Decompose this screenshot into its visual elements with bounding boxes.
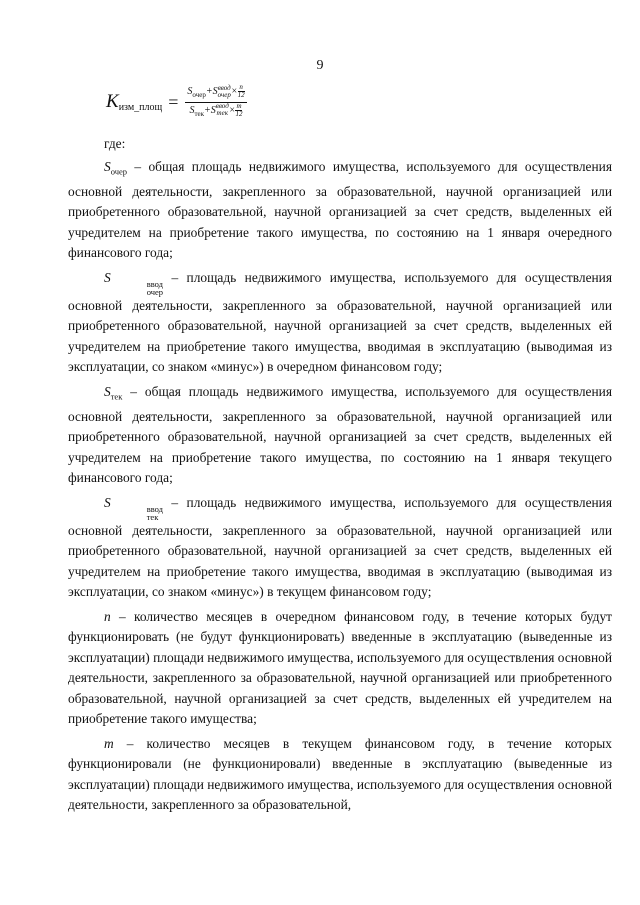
where-label: где:: [104, 136, 126, 151]
symbol-m: m: [104, 735, 114, 751]
formula-equals: =: [168, 91, 179, 112]
definition-n: [68, 607, 612, 730]
den-b-indices: [216, 103, 229, 117]
symbol-s-vvod-ocher: [104, 269, 164, 297]
formula-lhs-symbol: K: [106, 91, 119, 113]
sym-main: S: [104, 269, 111, 285]
num-small-top: n: [239, 83, 243, 91]
den-b: S: [210, 104, 216, 116]
definition-text: – площадь недвижимого имущества, используемого для осуществления основной деятельности, закрепленного за образовательной, научной организацией или приобретенного образовательной, научной организацией за счет средств, выделенных ей учредителем на приобретение такого имущества, вводимая в эксплуатацию (выводимая из эксплуатации, со знаком «минус») в очередном финансовом году;: [68, 269, 612, 375]
num-b-indices: [218, 85, 231, 99]
num-times: ×: [230, 85, 238, 97]
num-small-fraction: [238, 84, 245, 99]
sym-sup: ввод: [146, 278, 164, 289]
den-a-sub: тек: [194, 109, 205, 118]
symbol-n: n: [104, 608, 111, 624]
page-number: 9: [316, 58, 324, 73]
symbol-s-tek: [104, 383, 123, 402]
definition-text: – общая площадь недвижимого имущества, используемого для осуществления основной деятельности, закрепленного за образовательной, научной организацией или приобретенного образовательной, научной организацией за счет средств, выделенных ей учредителем на приобретение такого имущества, по состоянию на 1 января текущего финансового года;: [68, 383, 612, 486]
symbol-s-vvod-tek: [104, 494, 164, 522]
den-b-sub: тек: [216, 109, 228, 118]
definition-text: – количество месяцев в текущем финансовом году, в течение которых функционировали (не функционировали) введенные в эксплуатацию (выведенные из эксплуатации) площади недвижимого имущества, используемого для осуществления основной деятельности, закрепленного за образовательной,: [68, 735, 612, 813]
num-b-sup: ввод: [217, 83, 231, 92]
sym-indices: [111, 280, 163, 296]
definition-m: [68, 734, 612, 816]
sym-main: S: [104, 494, 111, 510]
sym-sub: очер: [146, 286, 164, 297]
den-times: ×: [228, 104, 236, 116]
num-b-sub: очер: [217, 90, 231, 99]
sym-indices: [111, 505, 163, 521]
definition-text: – количество месяцев в очередном финансовом году, в течение которых будут функционировать (не будут функционировать) введенные в эксплуатацию (выведенные из эксплуатации) площади недвижимого имущества, используемого для осуществления основной деятельности, закрепленного за образовательной, научной организацией или приобретенного образовательной, научной организацией за счет средств, выделенных ей учредителем на приобретение такого имущества;: [68, 608, 612, 727]
sym-sup: ввод: [146, 503, 164, 514]
definition-text: – общая площадь недвижимого имущества, используемого для осуществления основной деятельности, закрепленного за образовательной, научной организацией или приобретенного образовательной, научной организацией за счет средств, выделенных ей учредителем на приобретение такого имущества, по состоянию на 1 января очередного финансового года;: [68, 158, 612, 261]
num-a-sub: очер: [192, 90, 206, 99]
formula-lhs-subscript: изм_площ: [118, 102, 163, 114]
num-b: S: [212, 85, 218, 97]
formula-fraction: [185, 84, 246, 121]
definition-s-ocher: [68, 157, 612, 264]
sym-main: S: [104, 158, 111, 174]
num-plus: +: [205, 85, 213, 97]
formula-numerator: [185, 84, 246, 103]
sym-sub: тек: [146, 511, 159, 522]
den-small-bot: 12: [235, 109, 243, 118]
sym-sub: очер: [110, 166, 128, 177]
definition-s-vvod-ocher: [68, 268, 612, 378]
num-a: S: [187, 85, 193, 97]
definition-s-tek: [68, 382, 612, 489]
den-small-top: m: [236, 101, 242, 110]
num-small-bot: 12: [237, 91, 245, 99]
symbol-s-ocher: [104, 158, 128, 177]
body-text: [68, 134, 612, 820]
formula-denominator: [187, 103, 244, 121]
definition-s-vvod-tek: [68, 493, 612, 603]
formula-lhs: [106, 91, 162, 113]
sym-main: S: [104, 383, 111, 399]
sym-sub: тек: [110, 391, 123, 402]
den-b-sup: ввод: [215, 102, 229, 111]
definition-text: – площадь недвижимого имущества, используемого для осуществления основной деятельности, закрепленного за образовательной, научной организацией или приобретенного образовательной, научной организацией за счет средств, выделенных ей учредителем на приобретение такого имущества, вводимая в эксплуатацию (выводимая из эксплуатации, со знаком «минус») в текущем финансовом году;: [68, 494, 612, 600]
den-small-fraction: [235, 103, 242, 118]
formula: [106, 84, 247, 121]
den-a: S: [189, 104, 195, 116]
den-plus: +: [204, 104, 211, 116]
